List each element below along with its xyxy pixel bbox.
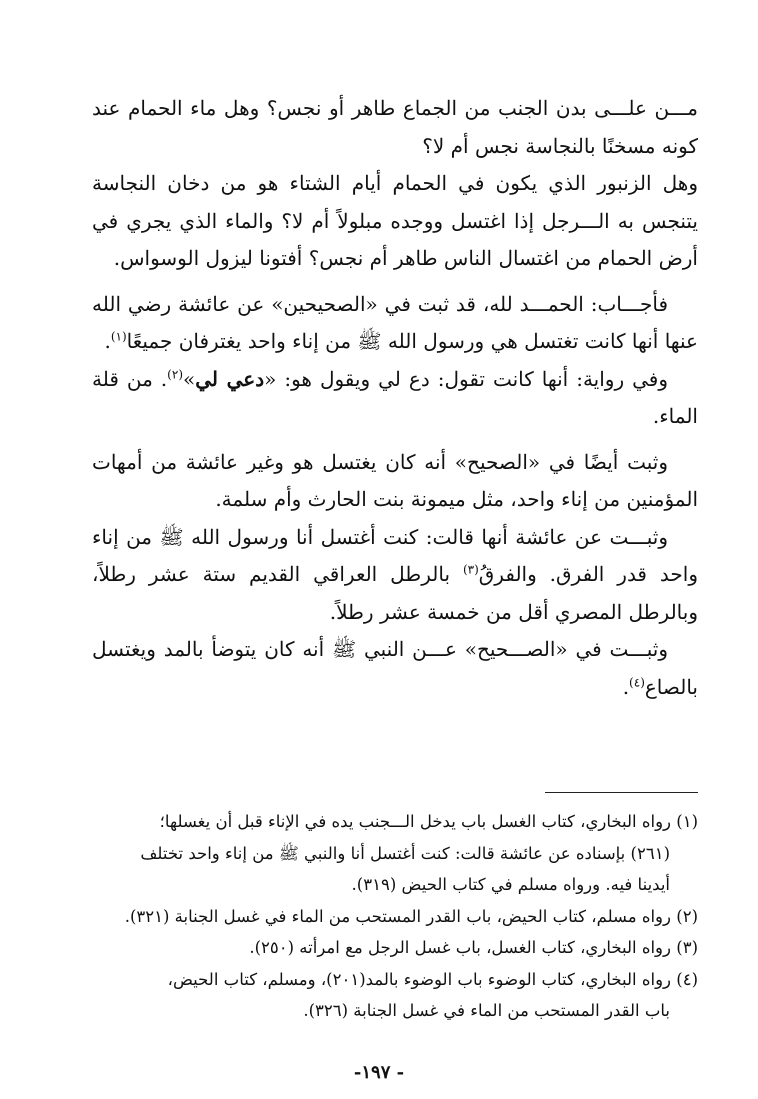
paragraph-text: وثبت أيضًا في «الصحيح» أنه كان يغتسل هو وغير عائشة من أمهات المؤمنين من إناء واحد، مثل ميمونة بنت الحارث وأم سلمة.: [92, 449, 698, 511]
paragraph-text: بالرطل العراقي القديم ستة عشر رطلاً، وبالرطل المصري أقل من خمسة عشر رطلاً.: [92, 562, 698, 624]
quote-close: »: [183, 366, 196, 391]
footnote-ref-1: (١): [110, 329, 127, 344]
paragraph-answer-1: [92, 286, 698, 361]
paragraph-text: وهل الزنبور الذي يكون في الحمام أيام الشتاء هو من دخان النجاسة يتنجس به الـــرجل إذا اغتسل ووجده مبلولاً أم لا؟ والماء الذي يجري في أرض الحمام من اغتسال الناس طاهر أم نجس؟ أفتونا ليزول الوسواس.: [92, 171, 698, 270]
main-text: [92, 90, 698, 706]
footnotes: [92, 806, 698, 1027]
footnote-1-line-2: (٢٦١) بإسناده عن عائشة قالت: كنت أغتسل أنا والنبي ﷺ من إناء واحد تختلف: [140, 843, 670, 863]
footnote-ref-2: (٢): [167, 366, 183, 381]
paragraph-question-1: [92, 90, 698, 165]
paragraph-answer-4: [92, 519, 698, 632]
paragraph-question-2: [92, 165, 698, 278]
paragraph-answer-3: [92, 444, 698, 519]
footnote-4-line-2: باب القدر المستحب من الماء في غسل الجنابة (٣٢٦).: [303, 1001, 670, 1020]
footnote-4-line-1: (٤) رواه البخاري، كتاب الوضوء باب الوضوء بالمد(٢٠١)، ومسلم، كتاب الحيض،: [167, 969, 698, 989]
paragraph-text: .: [104, 329, 111, 353]
page-number: - ١٩٧-: [353, 1062, 405, 1083]
paragraph-text: . من قلة الماء.: [92, 366, 698, 428]
footnote-1-line-1: (١) رواه البخاري، كتاب الغسل باب يدخل الـــجنب يده في الإناء قبل أن يغسلها؛: [159, 812, 698, 831]
bold-quote: دعي لي: [195, 366, 265, 391]
footnote-2: (٢) رواه مسلم، كتاب الحيض، باب القدر المستحب من الماء في غسل الجنابة (٣٢١).: [124, 906, 698, 926]
footnote-ref-3: (٣): [462, 562, 479, 577]
paragraph-text: مـــن علـــى بدن الجنب من الجماع طاهر أو نجس؟ وهل ماء الحمام عند كونه مسخنًا بالنجاسة نجس أم لا؟: [92, 96, 698, 158]
footnote-ref-4: (٤): [629, 674, 645, 689]
paragraph-text: فأجـــاب: الحمـــد لله، قد ثبت في «الصحيحين» عن عائشة رضي الله عنها أنها كانت تغتسل هي ورسول الله ﷺ من إناء واحد يغترفان جميعًا: [92, 291, 698, 353]
footnote-divider: [545, 792, 698, 793]
paragraph-text: وفي رواية: أنها كانت تقول: دع لي ويقول هو: «: [264, 366, 668, 391]
paragraph-text: وثبـــت في «الصـــحيح» عـــن النبي ﷺ أنه كان يتوضأ بالمد ويغتسل بالصاع: [92, 637, 698, 699]
footnote-1-line-3: أيدينا فيه. ورواه مسلم في كتاب الحيض (٣١٩).: [351, 875, 670, 894]
paragraph-answer-5: [92, 631, 698, 706]
footnote-3: (٣) رواه البخاري، كتاب الغسل، باب غسل الرجل مع امرأته (٢٥٠).: [249, 938, 698, 957]
paragraph-text: .: [622, 674, 630, 699]
paragraph-answer-2: [92, 361, 698, 436]
paragraph-text: وثبـــت عن عائشة أنها قالت: كنت أغتسل أنا ورسول الله ﷺ من إناء واحد قدر الفرق. والفرقُ: [92, 524, 698, 586]
